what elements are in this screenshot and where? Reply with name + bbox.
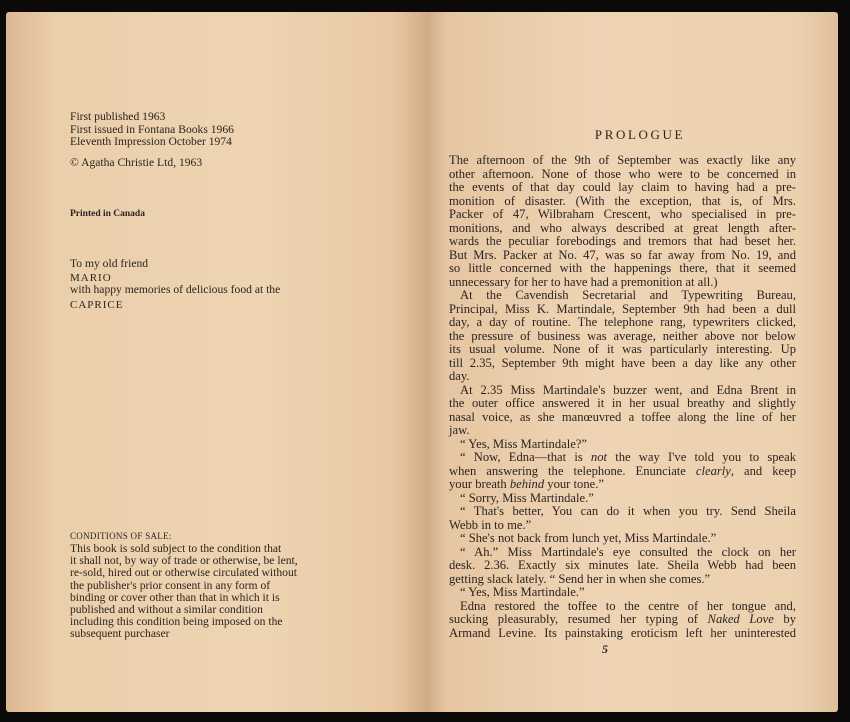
text-segment: Packer of 47, Wilbraham Crescent, who specialised in pre- bbox=[449, 207, 796, 221]
text-segment: monitions, and who always described at great length after- bbox=[449, 220, 796, 235]
conditions-line: it shall not, by way of trade or otherwise, be lent, bbox=[70, 554, 298, 568]
text-segment: jaw. bbox=[449, 423, 470, 437]
text-line bbox=[449, 627, 796, 641]
conditions-line: the publisher's prior consent in any form of bbox=[70, 578, 271, 592]
text-segment: Edna restored the toffee to the centre of her tongue and, bbox=[460, 598, 796, 613]
text-segment: day, a day of routine. The telephone rang, typewriters clicked, bbox=[449, 315, 796, 329]
text-line bbox=[449, 181, 796, 195]
text-line bbox=[449, 438, 796, 452]
text-segment: “ Ah.” Miss Martindale's eye consulted the clock on her bbox=[460, 544, 796, 559]
text-line bbox=[449, 222, 796, 236]
italic-text: not bbox=[590, 450, 608, 464]
text-segment: getting slack lately. “ Send her in when she comes.” bbox=[449, 571, 711, 586]
text-line bbox=[449, 303, 796, 317]
text-line bbox=[449, 424, 796, 438]
text-segment: the outer office answered it in her usual breathy and slightly bbox=[449, 396, 796, 410]
text-line bbox=[449, 168, 796, 182]
text-line bbox=[449, 262, 796, 276]
text-line bbox=[449, 370, 796, 384]
text-line bbox=[449, 451, 796, 465]
text-segment: other afternoon. None of those who were to be concerned in bbox=[449, 166, 796, 181]
text-segment: wards the peculiar forebodings and tremors that had beset her. bbox=[449, 234, 796, 248]
copyright-line: © Agatha Christie Ltd, 1963 bbox=[70, 156, 203, 169]
text-line bbox=[449, 249, 796, 263]
text-line bbox=[449, 384, 796, 398]
text-line bbox=[449, 613, 796, 627]
text-segment: sucking pleasurably, resumed her typing of bbox=[449, 612, 708, 626]
text-segment: when answering the telephone. Enunciate bbox=[449, 463, 696, 478]
text-segment: At 2.35 Miss Martindale's buzzer went, and Edna Brent in bbox=[460, 382, 796, 397]
text-segment: “ Now, Edna—that is bbox=[460, 450, 591, 464]
text-line bbox=[449, 411, 796, 425]
text-line bbox=[449, 397, 796, 411]
dedication-line: with happy memories of delicious food at the bbox=[70, 283, 281, 296]
printed-in-line: Printed in Canada bbox=[70, 209, 145, 219]
dedication-line: To my old friend bbox=[70, 257, 149, 270]
text-segment: But Mrs. Packer at No. 47, was so far away from No. 19, and bbox=[449, 247, 796, 262]
text-segment: , and keep bbox=[730, 463, 796, 478]
text-segment: Principal, Miss K. Martindale, September 9th had been a dull bbox=[449, 301, 796, 316]
text-segment: desk. 2.36. Exactly six minutes late. Sheila Webb had been bbox=[449, 558, 796, 572]
text-segment: the events of that day could lay claim to having had a pre- bbox=[449, 180, 796, 194]
text-line bbox=[449, 208, 796, 222]
text-line bbox=[449, 492, 796, 506]
text-line bbox=[449, 289, 796, 303]
text-line bbox=[449, 546, 796, 560]
dedication-place: CAPRICE bbox=[70, 299, 124, 311]
text-segment: the pressure of business was average, neither above nor below bbox=[449, 328, 796, 343]
text-line bbox=[449, 573, 796, 587]
text-segment: “ Yes, Miss Martindale.” bbox=[460, 585, 585, 599]
text-line bbox=[449, 465, 796, 479]
italic-text: Naked Love bbox=[707, 612, 774, 626]
text-line bbox=[449, 559, 796, 573]
left-page bbox=[6, 12, 426, 712]
text-segment: monition of disaster. (With the exception, that is, of Mrs. bbox=[449, 193, 796, 208]
text-segment: The afternoon of the 9th of September was exactly like any bbox=[449, 153, 796, 167]
chapter-title: PROLOGUE bbox=[594, 127, 686, 142]
italic-text: clearly bbox=[695, 463, 731, 478]
text-segment: your tone.” bbox=[544, 477, 604, 491]
text-line bbox=[449, 276, 796, 290]
text-line bbox=[449, 532, 796, 546]
conditions-line: re-sold, hired out or otherwise circulated without bbox=[70, 566, 297, 580]
publication-line: Eleventh Impression October 1974 bbox=[70, 135, 232, 148]
conditions-line: binding or cover other than that in which it is bbox=[70, 590, 280, 604]
text-segment: so little concerned with the happenings there, that it seemed bbox=[449, 261, 796, 275]
page-number: 5 bbox=[602, 642, 608, 656]
text-segment: by bbox=[773, 612, 796, 626]
text-line bbox=[449, 505, 796, 519]
text-line bbox=[449, 343, 796, 357]
conditions-line: This book is sold subject to the condition that bbox=[70, 542, 282, 555]
conditions-heading: CONDITIONS OF SALE: bbox=[70, 531, 172, 541]
italic-text: behind bbox=[509, 477, 545, 491]
text-segment: “ Sorry, Miss Martindale.” bbox=[460, 490, 594, 505]
conditions-line: including this condition being imposed on the bbox=[70, 615, 283, 629]
text-segment: till 2.35, September 9th might have been a day like any other bbox=[449, 355, 796, 370]
text-segment: Webb in to me.” bbox=[449, 517, 532, 532]
chapter-body bbox=[449, 154, 796, 640]
publication-line: First published 1963 bbox=[70, 110, 166, 123]
text-line bbox=[449, 316, 796, 330]
text-segment: its usual volume. None of it was particularly interesting. Up bbox=[449, 342, 796, 356]
text-segment: the way I've told you to speak bbox=[607, 450, 796, 464]
text-line bbox=[449, 330, 796, 344]
right-page bbox=[426, 12, 838, 712]
text-segment: nasal voice, as she manœuvred a toffee along the line of her bbox=[449, 409, 796, 424]
text-segment: day. bbox=[449, 369, 470, 383]
text-segment: “ That's better, You can do it when you try. Send Sheila bbox=[460, 504, 796, 518]
text-line bbox=[449, 600, 796, 614]
text-segment: “ She's not back from lunch yet, Miss Martindale.” bbox=[460, 531, 717, 545]
text-segment: At the Cavendish Secretarial and Typewriting Bureau, bbox=[460, 288, 796, 302]
text-line bbox=[449, 195, 796, 209]
text-segment: Armand Levine. Its painstaking eroticism left her uninterested bbox=[449, 625, 796, 640]
conditions-line: published and without a similar condition bbox=[70, 603, 263, 616]
text-line bbox=[449, 154, 796, 168]
text-line bbox=[449, 586, 796, 600]
text-line bbox=[449, 478, 796, 492]
text-line bbox=[449, 519, 796, 533]
text-segment: your breath bbox=[449, 477, 510, 491]
publication-line: First issued in Fontana Books 1966 bbox=[70, 122, 234, 136]
text-line bbox=[449, 235, 796, 249]
dedication-name: MARIO bbox=[70, 272, 112, 284]
text-line bbox=[449, 357, 796, 371]
text-segment: unnecessary for her to have had a premonition at all.) bbox=[449, 274, 718, 289]
text-segment: “ Yes, Miss Martindale?” bbox=[460, 436, 587, 451]
conditions-line: subsequent purchaser bbox=[70, 627, 170, 641]
